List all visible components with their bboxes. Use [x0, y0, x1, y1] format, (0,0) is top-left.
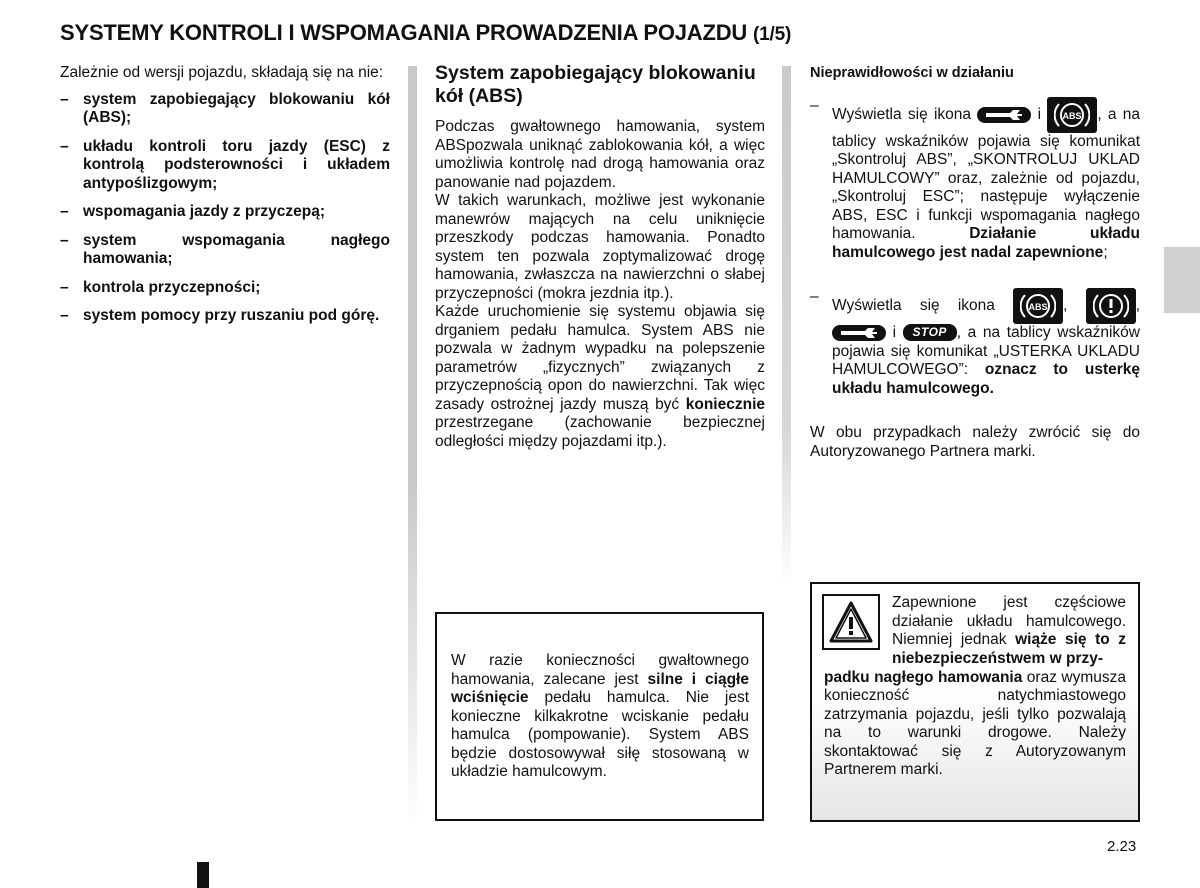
- page-part: (1/5): [753, 24, 792, 45]
- systems-list-section: [60, 64, 390, 336]
- list-item: – wspomagania jazdy z przyczepą;: [60, 203, 390, 222]
- abs-paragraph: W takich warunkach, możliwe jest wykonanie manewrów mających na celu uniknięcie przeszkody podczas hamowania. Ponadto system ten pozwala zoptymalizować drogę hamowania, zwłaszcza na nawierzchni o słabej przyczepności (mokra jezdnia itp.).: [435, 192, 765, 302]
- column-divider: [408, 66, 417, 826]
- item-text: , a na tablicy wskaźników pojawia się komunikat „USTERKA UKLADU HAMULCOWEGO”:: [832, 324, 1140, 378]
- abs-icon: [1013, 288, 1063, 324]
- abs-paragraph: [435, 303, 765, 451]
- dash: –: [810, 96, 819, 114]
- list-item: – kontrola przyczepności;: [60, 279, 390, 298]
- abs-paragraph: Podczas gwałtownego hamowania, system ABSpozwala uniknąć zablokowania kół, a więc umożliwia kontrolę nad drogą hamowania oraz panowanie nad pojazdem.: [435, 118, 765, 191]
- item-text: Wyświetla się ikona: [832, 297, 995, 315]
- svg-text:ABS: ABS: [1028, 302, 1048, 312]
- item-text: i: [892, 324, 897, 341]
- brake-warning-icon: [1086, 288, 1136, 324]
- warning-text: [824, 669, 1126, 780]
- item-text: ,: [1063, 297, 1068, 315]
- dealer-note: W obu przypadkach należy zwrócić się do Autoryzowanego Partnera marki.: [810, 424, 1140, 460]
- malfunction-section: [810, 64, 1140, 461]
- list-item: – system pomocy przy ruszaniu pod górę.: [60, 307, 390, 326]
- page-number: 2.23: [1107, 838, 1137, 855]
- column-divider: [782, 66, 791, 586]
- abs-heading: System zapobiegający blokowaniu kół (ABS): [435, 62, 756, 107]
- braking-info-text: [451, 652, 749, 782]
- intro-text: Zależnie od wersji pojazdu, składają się na nie:: [60, 64, 384, 81]
- abs-body: [435, 118, 765, 451]
- item-text: i: [1037, 105, 1042, 123]
- item-text: Wyświetla się ikona: [832, 105, 972, 123]
- malfunction-item: [810, 288, 1140, 398]
- abs-emphasis: koniecznie: [685, 395, 765, 413]
- item-emphasis: Działanie układu hamulcowego jest nadal zapewnione: [832, 225, 1140, 261]
- warning-triangle-icon: [822, 594, 880, 650]
- warning-box: [810, 582, 1140, 822]
- abs-icon: [1047, 97, 1097, 133]
- page-title: [60, 20, 960, 46]
- list-item: – układu kontroli toru jazdy (ESC) z kontrolą podsterowności i układem antypoślizgowym;: [60, 138, 390, 194]
- chapter-tab: [1164, 247, 1200, 313]
- warning-emphasis: wiąże się to z niebezpieczeństwem w przy-: [892, 631, 1126, 667]
- braking-info-box: [435, 612, 764, 821]
- item-emphasis: oznacz to usterkę układu hamulcowego.: [832, 361, 1140, 397]
- print-mark: [197, 862, 209, 888]
- svg-text:ABS: ABS: [1062, 110, 1082, 121]
- item-text: ,: [1135, 297, 1140, 315]
- stop-icon: STOP: [903, 324, 957, 341]
- wrench-icon: [832, 325, 886, 341]
- malfunction-item: [810, 97, 1140, 263]
- item-text: ;: [1103, 243, 1108, 261]
- warning-emphasis: padku nagłego hamowania: [824, 668, 1023, 686]
- info-text: W razie konieczności gwałtownego hamowania, zalecane jest: [451, 652, 749, 688]
- abs-section: [435, 62, 765, 451]
- warning-text-part: oraz wymusza konieczność natychmiastowego zatrzymania pojazdu, jeśli tylko pozwalają na to warunki drogowe. Należy skontaktować się z Autoryzowanym Partnerem marki.: [824, 668, 1126, 778]
- warning-text-part: Zapewnione jest częściowe działanie układu hamulcowego. Niemniej jednak: [892, 594, 1126, 648]
- info-emphasis: silne i ciągłe wciśnięcie: [451, 670, 749, 706]
- list-item: – system wspomagania nagłego hamowania;: [60, 232, 390, 269]
- item-text: , a na tablicy wskaźników pojawia się komunikat „Skontroluj ABS”, „SKONTROLUJ UKLAD HAMULCOWY” oraz, zależnie od pojazdu, „Skontroluj ESC”; następuje wyłączenie ABS, ESC i funkcji wspomagania nagłego hamowania.: [832, 105, 1141, 242]
- systems-list: [60, 91, 390, 326]
- dash: –: [810, 288, 819, 305]
- info-text: pedału hamulca. Nie jest konieczne kilkakrotne wciskanie pedału hamulca (pompowanie). System ABS będzie dostosowywał siłę stosowaną w układzie hamulcowym.: [451, 689, 749, 780]
- abs-text: przestrzegane (zachowanie bezpiecznej odległości między pojazdami itp.).: [435, 414, 765, 450]
- list-item: – system zapobiegający blokowaniu kół (ABS);: [60, 91, 390, 128]
- abs-text: Każde uruchomienie się systemu objawia się drganiem pedału hamulca. System ABS nie pozwala w żadnym wypadku na polepszenie parametrów „fizycznych” związanych z przyczepnością opon do nawierzchni. Tak więc zasady ostrożnej jazdy muszą być: [435, 303, 765, 413]
- page-title-text: SYSTEMY KONTROLI I WSPOMAGANIA PROWADZENIA POJAZDU: [60, 20, 748, 45]
- wrench-icon: [977, 107, 1031, 123]
- warning-text: [892, 594, 1126, 668]
- malfunction-heading: Nieprawidłowości w działaniu: [810, 65, 1014, 81]
